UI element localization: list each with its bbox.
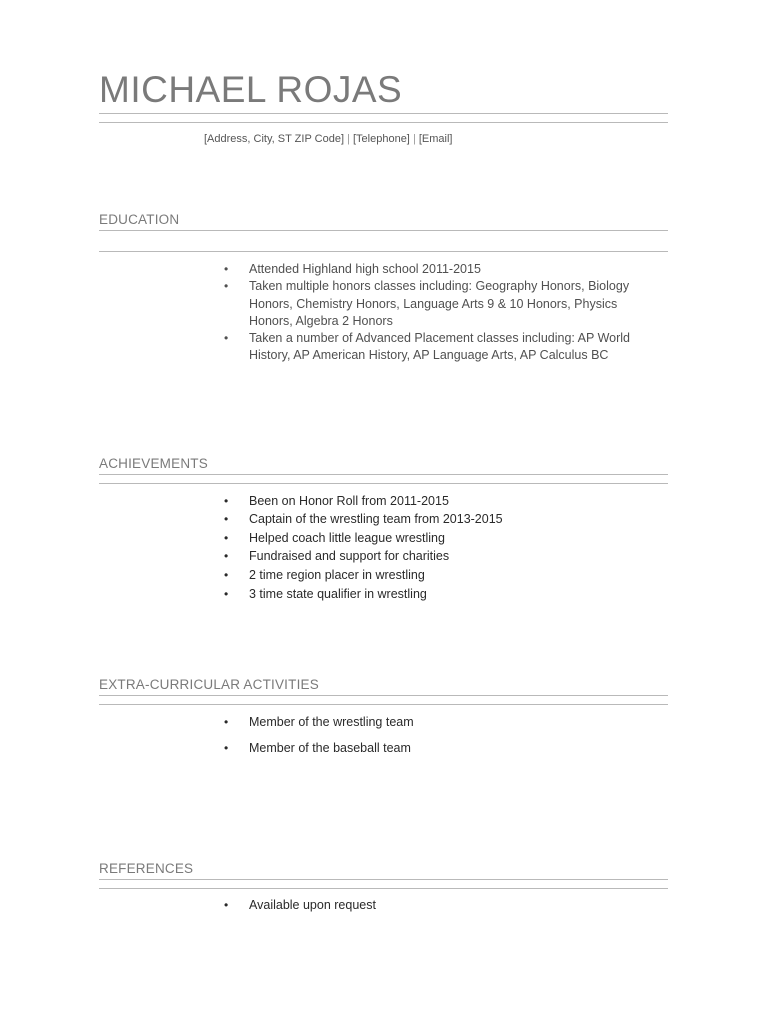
bullet-icon: • — [224, 512, 229, 527]
section-divider-top — [99, 230, 668, 231]
list-item-text: Attended Highland high school 2011-2015 — [249, 262, 481, 276]
section-divider-top — [99, 879, 668, 880]
list-item — [222, 897, 642, 914]
list-item — [222, 493, 642, 510]
contact-separator: | — [347, 133, 350, 145]
list-item — [222, 530, 642, 547]
bullet-icon: • — [224, 740, 229, 755]
education-list — [222, 261, 642, 365]
list-item — [222, 330, 642, 365]
bullet-icon: • — [224, 715, 229, 729]
contact-telephone: [Telephone] — [352, 133, 410, 145]
list-item-text: 2 time region placer in wrestling — [249, 568, 425, 583]
list-item-text: Taken a number of Advanced Placement classes including: AP World History, AP American History, AP Language Arts, AP Calculus BC — [249, 331, 631, 363]
list-item — [222, 740, 642, 757]
section-divider-bottom — [99, 888, 668, 889]
bullet-icon: • — [224, 494, 229, 508]
contact-separator: | — [412, 133, 416, 145]
section-divider-top — [99, 474, 668, 475]
bullet-icon: • — [224, 898, 229, 912]
list-item-text: Taken multiple honors classes including: Geography Honors, Biology Honors, Chemistry Honors, Language Arts 9 & 10 Honors, Physics Honors, Algebra 2 Honors — [249, 279, 630, 328]
list-item — [222, 548, 642, 565]
list-item-text: Member of the baseball team — [249, 740, 411, 755]
list-item — [222, 586, 642, 603]
section-divider-top — [99, 695, 668, 696]
contact-address: [Address, City, ST ZIP Code] — [204, 133, 344, 145]
list-item-text: Helped coach little league wrestling — [249, 530, 445, 545]
bullet-icon: • — [224, 568, 229, 583]
bullet-icon: • — [224, 331, 229, 346]
list-item — [222, 278, 642, 330]
bullet-icon: • — [224, 549, 229, 564]
list-item-text: Available upon request — [249, 898, 376, 912]
extracurricular-list — [222, 714, 642, 766]
header-divider-top — [99, 113, 668, 114]
section-title-achievements: ACHIEVEMENTS — [99, 456, 208, 471]
contact-line — [204, 131, 452, 147]
section-divider-bottom — [99, 251, 668, 252]
header-divider-bottom — [99, 122, 668, 123]
section-divider-bottom — [99, 483, 668, 484]
contact-email: [Email] — [418, 133, 453, 145]
bullet-icon: • — [224, 262, 229, 276]
achievements-list — [222, 493, 642, 605]
references-list — [222, 897, 642, 914]
section-title-references: REFERENCES — [99, 861, 194, 876]
section-divider-bottom — [99, 704, 668, 705]
list-item — [222, 261, 642, 278]
list-item-text: 3 time state qualifier in wrestling — [249, 587, 427, 602]
bullet-icon: • — [224, 587, 229, 602]
list-item — [222, 567, 642, 584]
list-item — [222, 511, 642, 528]
list-item-text: Fundraised and support for charities — [249, 549, 450, 564]
list-item-text: Captain of the wrestling team from 2013-2015 — [249, 512, 503, 527]
resume-name: MICHAEL ROJAS — [99, 69, 403, 110]
list-item-text: Been on Honor Roll from 2011-2015 — [249, 494, 449, 508]
section-title-education: EDUCATION — [99, 212, 180, 227]
bullet-icon: • — [224, 530, 229, 545]
list-item-text: Member of the wrestling team — [249, 715, 414, 729]
bullet-icon: • — [224, 279, 229, 294]
list-item — [222, 714, 642, 731]
section-title-extracurricular: EXTRA-CURRICULAR ACTIVITIES — [99, 677, 319, 692]
